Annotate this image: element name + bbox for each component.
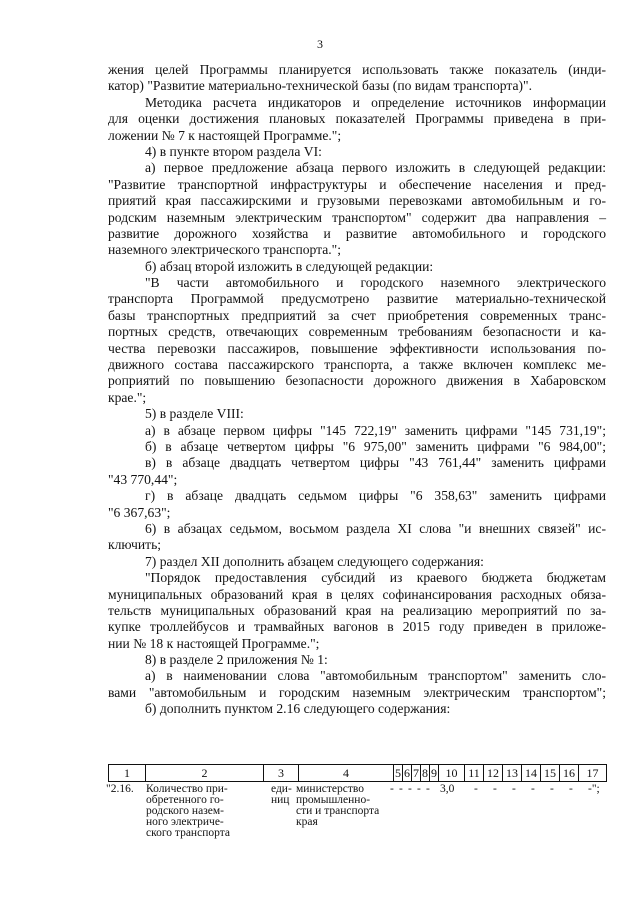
cell-10: 3,0 <box>440 783 455 795</box>
text-line: наземного электрического транспорта."; <box>108 242 342 258</box>
text-line: Методика расчета индикаторов и определение источников информации <box>145 94 606 110</box>
page-number: 3 <box>317 37 323 51</box>
org-line: сти и транспорта <box>296 805 380 817</box>
text-line: "43 770,44"; <box>108 471 178 487</box>
cell-14: - <box>531 783 535 795</box>
row-number: "2.16. <box>106 783 134 795</box>
row-responsible-cell <box>296 784 379 828</box>
header-cell: 14 <box>522 765 541 782</box>
header-cell: 1 <box>109 765 146 782</box>
text-line: г) в абзаце двадцать седьмом цифры "6 358,63" заменить цифрами <box>145 488 606 504</box>
text-line: "В части автомобильного и городского наземного электрического <box>145 275 606 291</box>
text-line: "Порядок предоставления субсидий из краевого бюджета бюджетам <box>145 570 606 586</box>
text-line: а) первое предложение абзаца первого изложить в следующей редакции: <box>145 160 606 176</box>
row-name-cell <box>146 784 230 839</box>
row-unit-cell <box>271 784 292 806</box>
org-line: министерство <box>296 783 364 795</box>
cell-17: -"; <box>588 783 600 795</box>
text-line: вами "автомобильным и городским наземным электрическим транспортом"; <box>108 684 606 700</box>
text-line: ложении № 7 к настоящей Программе."; <box>108 127 342 143</box>
text-line: катор) "Развитие материально-технической базы (по видам транспорта)". <box>108 78 532 94</box>
header-cell: 3 <box>264 765 299 782</box>
text-line: 7) раздел XII дополнить абзацем следующего содержания: <box>145 553 484 569</box>
unit-line: ниц <box>271 794 290 806</box>
header-cell: 4 <box>299 765 394 782</box>
text-line: тельств муниципальных образований края на реализацию мероприятий по за- <box>108 602 606 618</box>
header-cell: 12 <box>484 765 503 782</box>
header-cell: 9 <box>431 765 437 780</box>
text-line: б) абзац второй изложить в следующей редакции: <box>145 258 434 274</box>
cell-9: - <box>426 783 430 795</box>
name-line: Количество при- <box>146 783 228 795</box>
text-line: а) в абзаце первом цифры "145 722,19" заменить цифрами "145 731,19"; <box>145 422 606 438</box>
text-line: чества перевозки пассажиров, повышение эффективности использования по- <box>108 340 606 356</box>
text-line: развитие дорожного хозяйства и развитие автомобильного и городского <box>108 225 606 241</box>
cell-5: - <box>390 783 394 795</box>
text-line: приятий края пассажирскими и грузовыми перевозками автомобильным и го- <box>108 193 606 209</box>
name-line: ского транспорта <box>146 827 230 839</box>
header-cell: 17 <box>579 765 607 782</box>
indicator-table-header <box>108 764 607 782</box>
text-line: "6 367,63"; <box>108 504 171 520</box>
cell-15: - <box>550 783 554 795</box>
text-line: жения целей Программы планируется использовать также показатель (инди- <box>108 62 606 77</box>
unit-line: еди- <box>271 783 292 795</box>
org-line: края <box>296 816 318 828</box>
document-body <box>108 62 606 718</box>
cell-12: - <box>493 783 497 795</box>
table-header-row <box>109 765 607 782</box>
header-cell: 10 <box>439 765 465 782</box>
org-line: промышленно- <box>296 794 371 806</box>
cell-13: - <box>512 783 516 795</box>
text-line: ключить; <box>108 537 162 553</box>
cell-16: - <box>569 783 573 795</box>
name-line: обретенного го- <box>146 794 224 806</box>
name-line: родского назем- <box>146 805 224 817</box>
cell-8: - <box>417 783 421 795</box>
text-line: 5) в разделе VIII: <box>145 406 244 422</box>
text-line: 4) в пункте втором раздела VI: <box>145 143 322 159</box>
header-cell: 15 <box>541 765 560 782</box>
text-line: б) дополнить пунктом 2.16 следующего содержания: <box>145 701 451 717</box>
text-line: базы транспортных предприятий за счет приобретения современных транс- <box>108 307 606 323</box>
text-line: родским наземным электрическим транспортом" содержит два направления – <box>108 209 606 225</box>
text-line: в) в абзаце двадцать четвертом цифры "43 761,44" заменить цифрами <box>145 455 606 471</box>
text-line: муниципальных образований края в целях софинансирования расходных обяза- <box>108 586 606 602</box>
header-cell: 11 <box>465 765 484 782</box>
cell-11: - <box>474 783 478 795</box>
text-line: б) в абзаце четвертом цифры "6 975,00" заменить цифрами "6 984,00"; <box>145 438 606 454</box>
header-cell: 16 <box>560 765 579 782</box>
header-cell: 13 <box>503 765 522 782</box>
text-line: а) в наименовании слова "автомобильным транспортом" заменить сло- <box>145 668 606 684</box>
header-cell: 5 <box>395 765 401 780</box>
header-cell: 2 <box>146 765 264 782</box>
header-cell: 7 <box>413 765 419 780</box>
text-line: 6) в абзацах седьмом, восьмом раздела XI слова "и внешних связей" ис- <box>145 520 606 536</box>
text-line: "Развитие транспортной инфраструктуры и обеспечение населения и пред- <box>108 176 606 192</box>
text-line: крае."; <box>108 389 147 405</box>
text-line: нии № 18 к настоящей Программе."; <box>108 635 320 651</box>
text-line: движного состава пассажирского транспорта, а также включен комплекс ме- <box>108 357 606 373</box>
header-cell: 6 <box>404 765 410 780</box>
text-line: роприятий по повышению безопасности дорожного движения в Хабаровском <box>108 373 606 389</box>
text-line: портных средств, отвечающих современным требованиям безопасности и ка- <box>108 324 606 340</box>
text-line: транспорта Программой предусмотрено развитие материально-технической <box>108 291 606 307</box>
cell-7: - <box>408 783 412 795</box>
cell-6: - <box>399 783 403 795</box>
text-line: купке троллейбусов и трамвайных вагонов в 2015 году приведен в приложе- <box>108 619 606 635</box>
header-cell: 8 <box>422 765 428 780</box>
name-line: ного электриче- <box>146 816 224 828</box>
text-line: для оценки достижения плановых показателей Программы приведена в при- <box>108 111 606 127</box>
text-line: 8) в разделе 2 приложения № 1: <box>145 652 328 668</box>
